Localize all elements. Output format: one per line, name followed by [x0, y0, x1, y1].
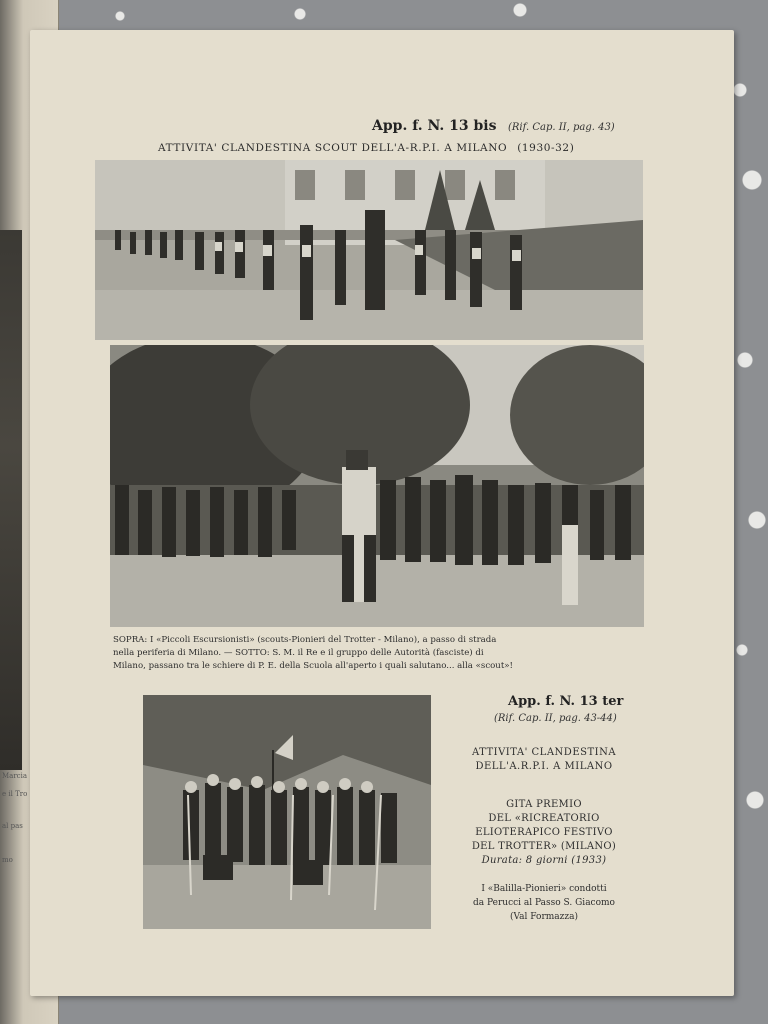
side-event-line: GITA PREMIO	[506, 799, 582, 810]
side-caption-line: (Val Formazza)	[509, 912, 579, 922]
reference-second: (Rif. Cap. II, pag. 43-44)	[494, 713, 617, 724]
section-title-text: ATTIVITA' CLANDESTINA SCOUT DELL'A-R.P.I. A MILANO	[158, 142, 508, 154]
left-page-photo	[0, 230, 22, 770]
appendix-label-top: App. f. N. 13 bis	[372, 118, 497, 134]
caption-line: Milano, passano tra le schiere di P. E. della Scuola all'aperto i quali salutano... alla «scout»!	[113, 661, 514, 671]
side-event-line: DEL TROTTER» (MILANO)	[471, 841, 617, 852]
side-duration: Durata: 8 giorni (1933)	[481, 855, 607, 866]
side-event-line: ELIOTERAPICO FESTIVO	[475, 827, 613, 838]
photo-caption	[113, 634, 643, 673]
appendix-label-second: App. f. N. 13 ter	[508, 694, 624, 709]
left-page-text: mo	[2, 856, 13, 864]
caption-line: SOPRA: I «Piccoli Escursionisti» (scouts-Pionieri del Trotter - Milano), a passo di strada	[113, 635, 497, 645]
side-caption-line: da Perucci al Passo S. Giacomo	[473, 898, 615, 908]
photo-mountain-group	[143, 695, 431, 929]
left-page-text: al pas	[2, 822, 23, 830]
side-title	[446, 746, 642, 774]
section-title-top	[158, 142, 574, 154]
caption-line: nella periferia di Milano. — SOTTO: S. M. il Re e il gruppo delle Autorità (fasciste) di	[113, 648, 484, 658]
side-title-line: ATTIVITA' CLANDESTINA	[471, 747, 617, 758]
side-caption	[446, 882, 642, 924]
left-page-text: e il Tro	[2, 790, 28, 798]
reference-top: (Rif. Cap. II, pag. 43)	[508, 122, 615, 133]
side-title-line: DELL'A.R.P.I. A MILANO	[475, 761, 613, 772]
left-page-text: Marcia	[2, 772, 28, 780]
section-title-years: (1930-32)	[517, 142, 575, 154]
photo-king-and-authorities	[110, 345, 644, 627]
side-event-line: DEL «RICREATORIO	[488, 813, 600, 824]
side-caption-line: I «Balilla-Pionieri» condotti	[481, 884, 607, 894]
photo-marching-scouts	[95, 160, 643, 340]
side-event	[446, 798, 642, 868]
